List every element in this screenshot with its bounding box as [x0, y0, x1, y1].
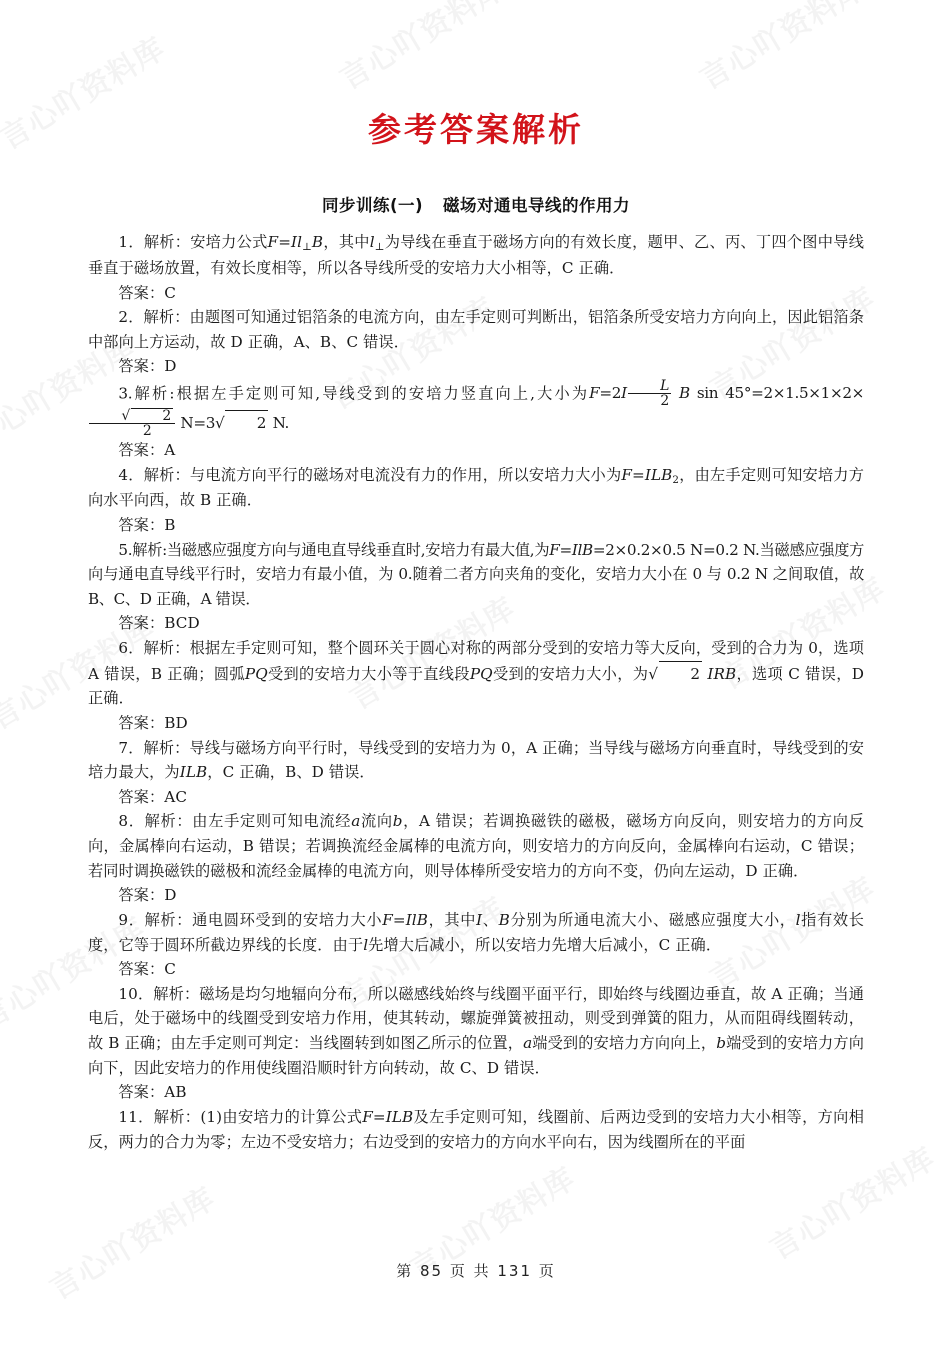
solution-text: 端受到的安培力方向向上，: [532, 1034, 717, 1053]
solution-text: 解析：导线与磁场方向平行时，导线受到的安培力为 0，A 正确；当导线与磁场方向垂直时，导线受到的安培力最大，为: [88, 738, 864, 782]
label-PQ-arc: PQ: [244, 664, 268, 683]
solution-body: [88, 379, 864, 438]
solution-item-5: [88, 538, 864, 637]
solution-text: 及左手定则可知，线圈前、后两边受到的安培力大小相等，方向相反，两力的合力为零；左边不受安培力；右边受到的安培力的方向水平向右，因为线圈所在的平面: [88, 1107, 864, 1151]
solution-text: 解析：由题图可知通过铝箔条的电流方向，由左手定则可判断出，铝箔条所受安培力方向向上，因此铝箔条中部向上方运动，故 D 正确，A、B、C 错误．: [88, 308, 864, 351]
formula-item3: F=2I $\frac{L}{2}$ B sin 45°=2×1.5×1×2× $\frac{√ 2}{2}$ N=3√ 2 N.: [88, 384, 864, 432]
solution-text: 指有效长度，它等于圆环所截边界线的长度．由于: [88, 910, 864, 954]
solution-item-11: [88, 1105, 864, 1154]
solution-text: 解析:根据左手定则可知,导线受到的安培力竖直向上,大小为: [132, 384, 590, 403]
solution-item-9: [88, 908, 864, 982]
solution-number: 3.: [118, 384, 133, 403]
solution-text: 解析：(1)由安培力的计算公式: [153, 1107, 363, 1126]
answer-line: 答案：A: [118, 441, 176, 459]
solution-text: 解析：磁场是均匀地辐向分布，所以磁感线始终与线圈平面平行，即始终与线圈边垂直，故 A 正确；当通电后，处于磁场中的线圈受到安培力作用，使其转动，螺旋弹簧被扭动，则受到弹簧的阻力，从而阻碍线圈转动，故 B 正确；由左手定则可判定：当线圈转到如图乙所示的位置，: [88, 984, 864, 1053]
solutions-list: [88, 230, 864, 1154]
solution-body: [88, 908, 864, 957]
solution-number: 2．: [118, 308, 144, 327]
solution-body: [88, 736, 864, 785]
formula-F-equals-IlB-values: F=IlB=2×0.2×0.5 N=0.2 N.: [549, 540, 760, 559]
solution-number: 11．: [118, 1107, 154, 1126]
solution-text: ，由左手定则可知安培力方向水平向西，故 B 正确．: [88, 465, 864, 510]
formula-F-equals-IlperpB: F: [267, 233, 279, 252]
formula-ILB: ILB: [179, 763, 208, 782]
solution-text: 解析：安培力公式: [143, 233, 268, 252]
solution-text: 解析：与电流方向平行的磁场对电流没有力的作用，所以安培力大小为: [143, 465, 622, 484]
solution-body: [88, 982, 864, 1081]
page-footer: 第 85 页 共 131 页: [396, 1262, 556, 1280]
label-l-2: l: [363, 935, 369, 954]
solution-text: 先增大后减小，所以安培力先增大后减小，C 正确．: [368, 935, 722, 954]
answer-line: 答案：BCD: [118, 614, 200, 633]
solution-body: 1．解析：安培力公式$F=Il_\perp B$，其中$l_\perp$为导线在垂直于磁场方向的有效长度，题甲、乙、丙、丁四个图中导线垂直于磁场放置，有效长度相等，所以各导线所受的安培力大小相等，C 正确．: [88, 233, 864, 277]
answer-line: 答案：D: [118, 357, 177, 376]
solution-text: ，A 错误；若调换磁铁的磁极，磁场方向反向，则安培力的方向反向，金属棒向右运动，B 错误；若调换流经金属棒的电流方向，则安培力的方向反向，金属棒向右运动，C 错误；若同时调换磁铁的磁极和流经金属棒的电流方向，则导体棒所受安培力的方向不变，仍向左运动，D 正确．: [88, 812, 864, 880]
solution-number: 1．: [118, 233, 144, 252]
solution-item-4: [88, 463, 864, 538]
solution-text: 流向: [360, 812, 393, 831]
solution-body: [88, 305, 864, 354]
solution-item-8: [88, 809, 864, 908]
section-name: 磁场对通电导线的作用力: [443, 196, 631, 216]
label-b: b: [392, 812, 403, 831]
formula-F-equals-ILB2: $F=ILB_2$: [621, 465, 680, 486]
solution-item-2: [88, 305, 864, 379]
solution-body: [88, 463, 864, 513]
solution-body: [88, 809, 864, 883]
solution-text: 解析：由左手定则可知电流经: [144, 812, 352, 831]
solution-text: ，其中: [323, 233, 370, 252]
label-a: a: [523, 1034, 533, 1053]
formula-sqrt2-IRB: √ 2 IRB: [648, 665, 736, 683]
solution-text: 受到的安培力大小，为: [492, 664, 649, 683]
solution-text: 当磁感应强度方向与通电直导线平行时，安培力有最小值，为 0.随着二者方向夹角的变化，安培力大小在 0 与 0.2 N 之间取值，故 B、C、D 正确，A 错误．: [88, 540, 864, 608]
answer-line: 答案：C: [118, 960, 176, 979]
solution-body: [88, 1105, 864, 1154]
answer-line: 答案：D: [118, 886, 177, 905]
page-title: 参考答案解析: [368, 110, 584, 149]
solution-number: 8．: [118, 812, 145, 831]
solution-number: 5.: [118, 540, 133, 559]
label-l-1: l: [795, 910, 801, 929]
label-PQ-line: PQ: [469, 664, 493, 683]
solution-number: 10．: [118, 984, 154, 1003]
solution-item-7: [88, 736, 864, 810]
solution-text: 解析：通电圆环受到的安培力大小: [144, 910, 383, 929]
solution-text: 端受到的安培力方向向下，因此安培力的作用使线圈沿顺时针方向转动，故 C、D 错误．: [88, 1034, 864, 1077]
solution-text: ，C 正确，B、D 错误．: [207, 763, 375, 782]
solution-body: [88, 636, 864, 711]
solution-item-3: [88, 379, 864, 463]
formula-l-perp: l: [369, 233, 375, 252]
label-I-and-B: I、B: [476, 910, 510, 929]
solution-text: 为导线在垂直于磁场方向的有效长度，题甲、乙、丙、丁四个图中导线垂直于磁场放置，有效长度相等，所以各导线所受的安培力大小相等，C 正确．: [88, 233, 864, 277]
section-header: [88, 192, 864, 216]
formula-F-equals-IlB: F=IlB: [382, 910, 429, 929]
label-a: a: [351, 812, 361, 831]
solution-item-1: [88, 230, 864, 305]
solution-text: 分别为所通电流大小、磁感应强度大小，: [509, 910, 796, 929]
solution-text: ，其中: [428, 910, 477, 929]
label-b: b: [716, 1034, 727, 1053]
section-number: 同步训练(一): [321, 196, 424, 216]
answer-line: 答案：AB: [118, 1083, 187, 1102]
solution-text: 解析：根据左手定则可知，整个圆环关于圆心对称的两部分受到的安培力等大反向，受到的合力为 0，选项 A 错误，B 正确；圆弧: [88, 639, 864, 683]
answer-line: 答案：BD: [118, 713, 188, 732]
solution-number: 7．: [118, 738, 144, 757]
solution-number: 9．: [118, 910, 145, 929]
answer-line: 答案：B: [118, 515, 176, 534]
answer-line: 答案：AC: [118, 787, 188, 806]
solution-text: 受到的安培力大小等于直线段: [267, 664, 470, 683]
solution-text: 解析:当磁感应强度方向与通电直导线垂直时,安培力有最大值,为: [132, 540, 550, 559]
formula-F-equals-ILB: F=ILB: [362, 1107, 414, 1126]
solution-item-6: [88, 636, 864, 736]
solution-body: [88, 538, 864, 612]
solution-text: ，选项 C 错误，D 正确．: [88, 664, 864, 708]
solution-number: 6．: [118, 639, 144, 658]
solution-item-10: [88, 982, 864, 1105]
solution-number: 4．: [118, 465, 144, 484]
answer-line: 答案：C: [118, 283, 176, 302]
